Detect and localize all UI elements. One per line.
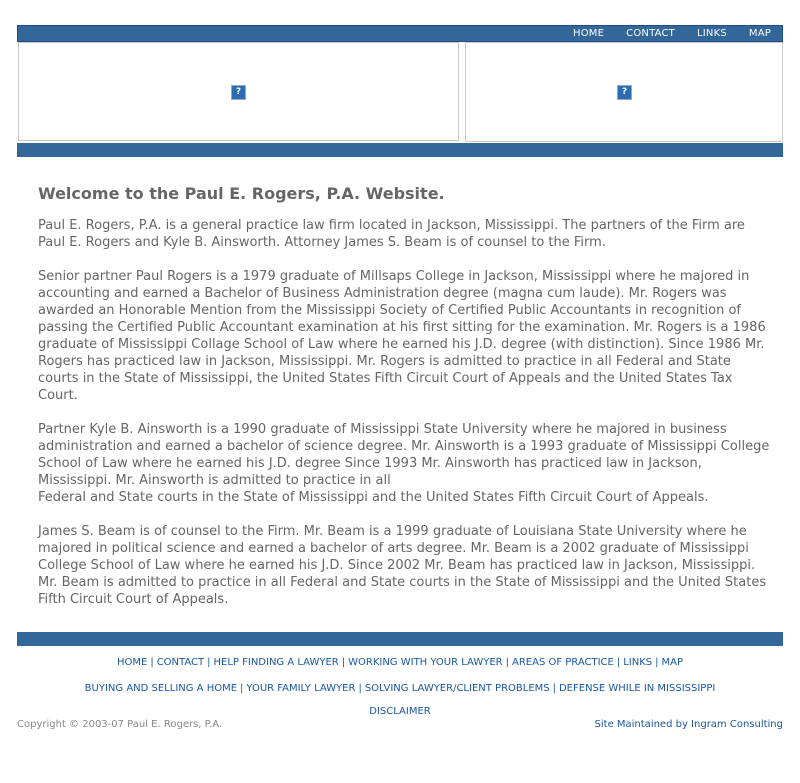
header-image-right (465, 42, 783, 142)
footer-separator: | (505, 657, 509, 668)
footer-link-disclaimer[interactable]: DISCLAIMER (369, 706, 431, 717)
footer-separator: | (207, 657, 211, 668)
nav-home[interactable]: HOME (573, 28, 605, 39)
beam-paragraph: James S. Beam is of counsel to the Firm. Mr. Beam is a 1999 graduate of Louisiana State University where he majored in political science and earned a bachelor of arts degree. Mr. Beam is a 2002 graduate of Mississippi College School of Law where he earned his J.D. Since 2002 Mr. Beam has practiced law in Jackson, Mississippi. Mr. Beam is admitted to practice in all Federal and State courts in the State of Mississippi and the United States Fifth Circuit Court of Appeals. (38, 524, 767, 607)
footer-separator: | (150, 657, 154, 668)
main-content (38, 184, 770, 625)
page-title: Welcome to the Paul E. Rogers, P.A. Website. (38, 184, 445, 203)
footer-links-row-2 (0, 683, 800, 694)
nav-map[interactable]: MAP (748, 28, 771, 39)
footer-link-family-lawyer[interactable]: YOUR FAMILY LAWYER (246, 683, 356, 694)
top-nav (17, 25, 783, 42)
footer-separator: | (358, 683, 362, 694)
ainsworth-text-b: Federal and State courts in the State of Mississippi and the United States Fifth Circuit Court of Appeals. (38, 490, 709, 505)
broken-image-icon: ? (231, 85, 246, 100)
footer-link-buying-selling-home[interactable]: BUYING AND SELLING A HOME (84, 683, 238, 694)
footer-separator: | (240, 683, 244, 694)
header-image-left (18, 42, 459, 141)
nav-contact[interactable]: CONTACT (626, 28, 675, 39)
rogers-paragraph: Senior partner Paul Rogers is a 1979 graduate of Millsaps College in Jackson, Mississippi where he majored in accounting and earned a Bachelor of Business Administration degree (magna cum laude). Mr. Rogers was awarded an Honorable Mention from the Mississippi Society of Certified Public Accountants in recognition of passing the Certified Public Accountant examination at his first sitting for the examination. Mr. Rogers is a 1986 graduate of Mississippi Collage School of Law where he earned his J.D. degree (with distinction). Since 1986 Mr. Rogers has practiced law in Jackson, Mississippi. Mr. Rogers is admitted to practice in all Federal and State courts in the State of Mississippi, the United States Fifth Circuit Court of Appeals and the United States Tax Court. (38, 269, 766, 403)
intro-paragraph: Paul E. Rogers, P.A. is a general practice law firm located in Jackson, Mississippi. The partners of the Firm are Paul E. Rogers and Kyle B. Ainsworth. Attorney James S. Beam is of counsel to the Firm. (38, 218, 745, 250)
ainsworth-paragraph (38, 421, 770, 506)
footer-separator: | (341, 657, 346, 668)
footer-link-home[interactable]: HOME (116, 657, 148, 668)
footer-link-contact[interactable]: CONTACT (156, 657, 205, 668)
site-maintained-link[interactable]: Site Maintained by Ingram Consulting (594, 719, 783, 730)
footer-separator: | (616, 657, 621, 668)
footer-separator: | (552, 683, 556, 694)
footer-divider-bar (17, 632, 783, 646)
footer-link-defense-mississippi[interactable]: DEFENSE WHILE IN MISSISSIPPI (558, 683, 716, 694)
footer-links-row-3 (0, 706, 800, 717)
copyright-text: Copyright © 2003-07 Paul E. Rogers, P.A. (17, 719, 223, 730)
footer-link-help-finding-lawyer[interactable]: HELP FINDING A LAWYER (213, 657, 339, 668)
footer-separator: | (655, 657, 659, 668)
nav-links[interactable]: LINKS (696, 28, 727, 39)
footer-link-map[interactable]: MAP (661, 657, 684, 668)
footer-link-links[interactable]: LINKS (623, 657, 653, 668)
footer-link-solving-problems[interactable]: SOLVING LAWYER/CLIENT PROBLEMS (364, 683, 550, 694)
footer-links-row-1 (0, 657, 800, 668)
broken-image-icon: ? (617, 85, 632, 100)
ainsworth-text-a: Partner Kyle B. Ainsworth is a 1990 graduate of Mississippi State University where he majored in business administration and earned a bachelor of science degree. Mr. Ainsworth is a 1993 graduate of Mississippi College School of Law where he earned his J.D. degree Since 1993 Mr. Ainsworth has practiced law in Jackson, Mississippi. Mr. Ainsworth is admitted to practice in all (38, 422, 770, 488)
footer-link-working-with-lawyer[interactable]: WORKING WITH YOUR LAWYER (348, 657, 503, 668)
footer-link-areas-of-practice[interactable]: AREAS OF PRACTICE (512, 657, 614, 668)
header-divider-bar (17, 143, 783, 157)
